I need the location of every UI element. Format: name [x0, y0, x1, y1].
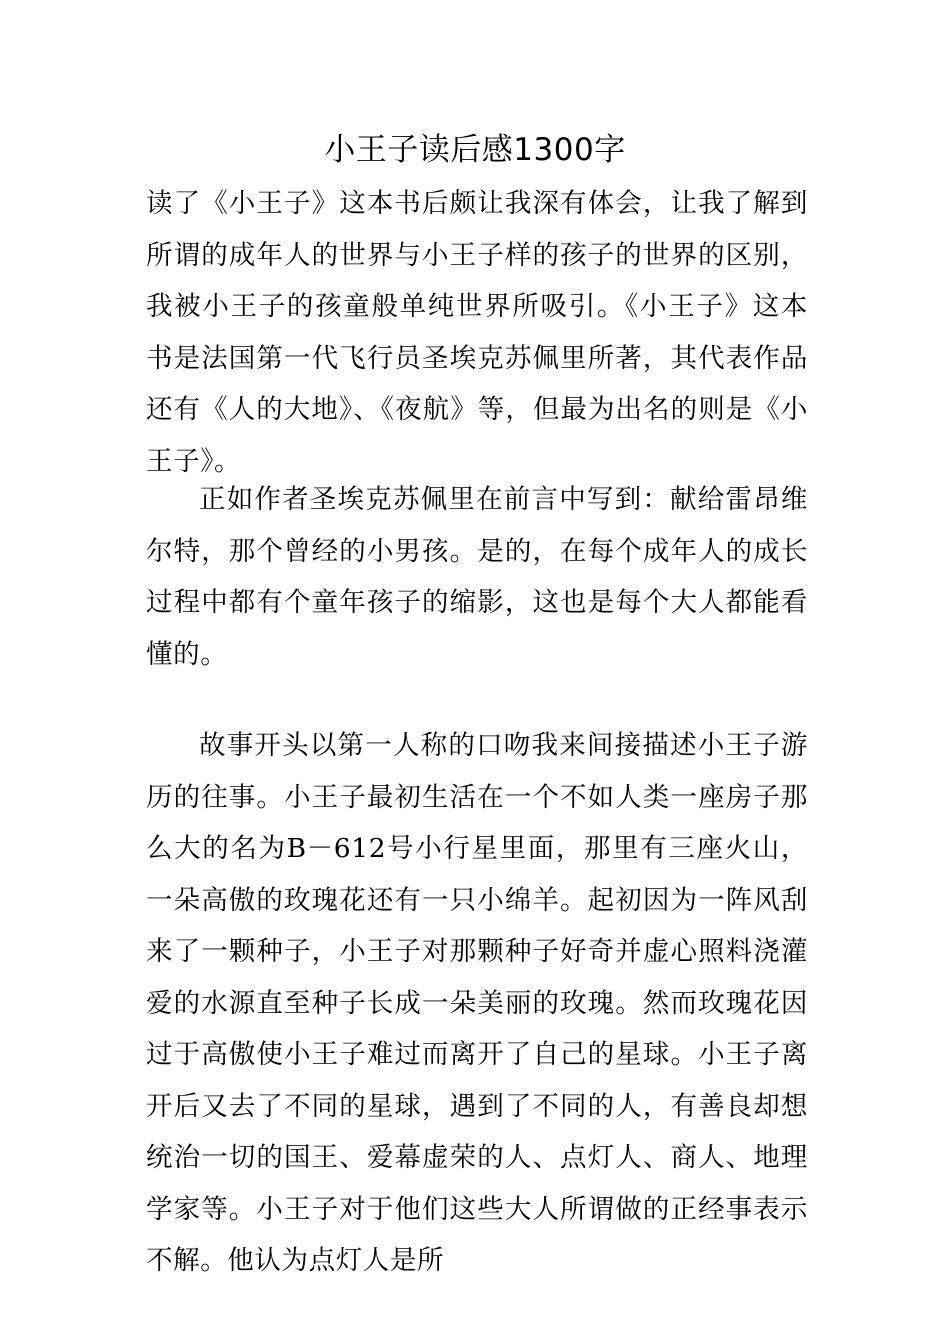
paragraph-preface: 正如作者圣埃克苏佩里在前言中写到：献给雷昂维尔特，那个曾经的小男孩。是的，在每个成年人的成长过程中都有个童年孩子的缩影，这也是每个大人都能看懂的。	[146, 484, 808, 670]
paragraph-intro: 读了《小王子》这本书后颇让我深有体会，让我了解到所谓的成年人的世界与小王子样的孩子的世界的区别，我被小王子的孩童般单纯世界所吸引。《小王子》这本书是法国第一代飞行员圣埃克苏佩里所著，其代表作品还有《人的大地》、《夜航》等，但最为出名的则是《小王子》。	[146, 188, 808, 477]
paragraph-story: 故事开头以第一人称的口吻我来间接描述小王子游历的往事。小王子最初生活在一个不如人类一座房子那么大的名为B－612号小行星里面，那里有三座火山，一朵高傲的玫瑰花还有一只小绵羊。起初因为一阵风刮来了一颗种子，小王子对那颗种子好奇并虚心照料浇灌爱的水源直至种子长成一朵美丽的玫瑰。然而玫瑰花因过于高傲使小王子难过而离开了自己的星球。小王子离开后又去了不同的星球，遇到了不同的人，有善良却想统治一切的国王、爱幕虚荣的人、点灯人、商人、地理学家等。小王子对于他们这些大人所谓做的正经事表示不解。他认为点灯人是所	[146, 730, 808, 1276]
document-title: 小王子读后感1300字	[324, 132, 626, 168]
